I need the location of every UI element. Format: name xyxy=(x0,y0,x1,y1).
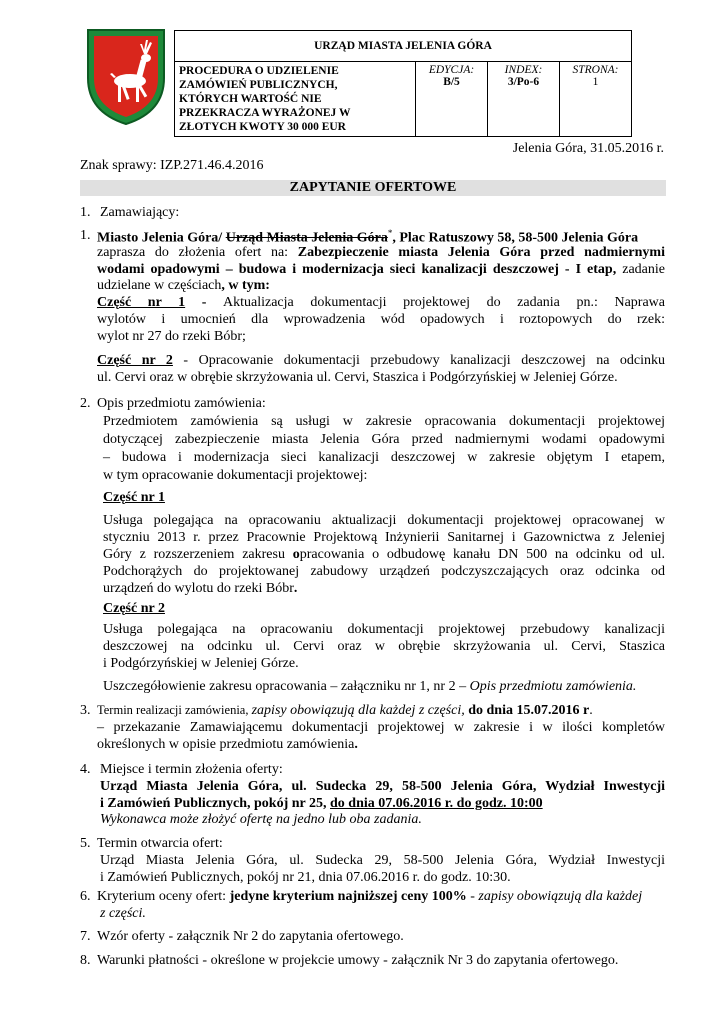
case-number: Znak sprawy: IZP.271.46.4.2016 xyxy=(80,158,264,173)
s5-heading: Termin otwarcia ofert: xyxy=(97,836,223,851)
s1-line4: udzielane w częściach, w tym: xyxy=(97,278,270,293)
s6-num: 6. xyxy=(80,889,91,904)
part2-line1: Część nr 2 - Opracowanie dokumentacji przebudowy kanalizacji deszczowej na odcinku xyxy=(97,353,666,368)
s6-line2: z części. xyxy=(100,906,146,921)
s5-num: 5. xyxy=(80,836,91,851)
s3-line1: Termin realizacji zamówienia, zapisy obowiązują dla każdej z części, do dnia 15.07.2016 r. xyxy=(97,703,593,718)
s4-line1: Urząd Miasta Jelenia Góra, ul. Sudecka 29, 58-500 Jelenia Góra, Wydział Inwestycji xyxy=(100,779,665,794)
index-cell: INDEX: 3/Po-6 xyxy=(488,62,560,137)
s8-num: 8. xyxy=(80,953,91,968)
s2-line3: – budowa i modernizacja sieci kanalizacji deszczowej w zakresie objętym I etapem, xyxy=(103,450,665,465)
s7-num: 7. xyxy=(80,929,91,944)
s2-num: 2. xyxy=(80,396,91,411)
s6-line1: Kryterium oceny ofert: jedyne kryterium najniższej ceny 100% - zapisy obowiązują dla każdej xyxy=(97,889,643,904)
s4-line2: i Zamówień Publicznych, pokój nr 25, do dnia 07.06.2016 r. do godz. 10:00 xyxy=(100,796,543,811)
s1-num-b: 1. xyxy=(80,228,91,243)
s8-text: Warunki płatności - określone w projekcie umowy - załącznik Nr 3 do zapytania ofertowego. xyxy=(97,953,619,968)
s2-line1: Przedmiotem zamówienia są usługi w zakresie opracowania dokumentacji projektowej xyxy=(103,414,665,429)
coat-of-arms xyxy=(84,26,168,126)
s2-part2-line2: deszczowej na odcinku ul. Cervi oraz w obrębie skrzyżowania ul. Cervi, Staszica xyxy=(103,639,665,654)
s5-line1: Urząd Miasta Jelenia Góra, ul. Sudecka 29, 58-500 Jelenia Góra, Wydział Inwestycji xyxy=(100,853,665,868)
s1-num-a: 1. xyxy=(80,205,91,220)
s2-part2-line3: i Podgórzyńskiej w Jeleniej Górze. xyxy=(103,656,299,671)
s1-line3: wodami opadowymi – budowa i modernizacja sieci kanalizacji deszczowej - I etap, zadanie xyxy=(97,262,665,277)
s2-heading: Opis przedmiotu zamówienia: xyxy=(97,396,266,411)
s2-part1-line1: Usługa polegająca na opracowaniu aktualizacji dokumentacji projektowej opracowanej w xyxy=(103,513,665,528)
s2-part2-label: Część nr 2 xyxy=(103,601,165,616)
s4-line3: Wykonawca może złożyć ofertę na jedno lub oba zadania. xyxy=(100,812,422,827)
s3-num: 3. xyxy=(80,703,91,718)
s2-part1-line5: urządzeń do wylotu do rzeki Bóbr. xyxy=(103,581,298,596)
part1-line2: wylotów i umocnień dla wprowadzenia wód opadowych i roztopowych do rzek: xyxy=(97,312,665,327)
s1-entity-line: Miasto Jelenia Góra/ Urząd Miasta Jelenia Góra*, Plac Ratuszowy 58, 58-500 Jelenia Góra xyxy=(97,228,639,246)
s1-heading: Zamawiający: xyxy=(100,205,180,220)
s7-text: Wzór oferty - załącznik Nr 2 do zapytania ofertowego. xyxy=(97,929,404,944)
place-date: Jelenia Góra, 31.05.2016 r. xyxy=(512,141,664,156)
page-cell: STRONA: 1 xyxy=(559,62,631,137)
s4-heading: Miejsce i termin złożenia oferty: xyxy=(100,762,283,777)
s2-line2: dotyczącej zabezpieczenie miasta Jelenia Góra przed nadmiernymi wodami opadowymi xyxy=(103,432,665,447)
s5-line2: i Zamówień Publicznych, pokój nr 21, dnia 07.06.2016 r. do godz. 10:30. xyxy=(100,870,511,885)
s1-line2: zaprasza do złożenia ofert na: Zabezpieczenie miasta Jelenia Góra przed nadmiernymi xyxy=(97,245,665,260)
part1-line1: Część nr 1 - Aktualizacja dokumentacji projektowej do zadania pn.: Naprawa xyxy=(97,295,665,310)
header-table xyxy=(174,30,632,137)
s2-part1-line4: Podchorążych do projektowanej zabudowy urządzeń podczyszczających oraz odcinka od xyxy=(103,564,665,579)
part1-line3: wylot nr 27 do rzeki Bóbr; xyxy=(97,329,246,344)
s2-part1-label: Część nr 1 xyxy=(103,490,165,505)
s2-line4: w tym opracowanie dokumentacji projektowej: xyxy=(103,468,368,483)
part2-line2: ul. Cervi oraz w obrębie skrzyżowania ul. Cervi, Staszica i Podgórzyńskiej w Jeleniej Górze. xyxy=(97,370,618,385)
s3-line2: – przekazanie Zamawiającemu dokumentacji projektowej w zakresie i w ilości kompletów xyxy=(97,720,665,735)
s2-part2-line1: Usługa polegająca na opracowaniu dokumentacji projektowej przebudowy kanalizacji xyxy=(103,622,665,637)
s4-num: 4. xyxy=(80,762,91,777)
s3-line3: określonych w opisie przedmiotu zamówienia. xyxy=(97,737,358,752)
procedure-title: PROCEDURA O UDZIELENIE ZAMÓWIEŃ PUBLICZNYCH, KTÓRYCH WARTOŚĆ NIE PRZEKRACZA WYRAŻONEJ W ZŁOTYCH KWOTY 30 000 EUR xyxy=(175,62,416,137)
s2-detail-line: Uszczegółowienie zakresu opracowania – załączniku nr 1, nr 2 – Opis przedmiotu zamówienia. xyxy=(103,679,637,694)
office-name: URZĄD MIASTA JELENIA GÓRA xyxy=(175,31,632,62)
edition-cell: EDYCJA: B/5 xyxy=(416,62,488,137)
s2-part1-line3: Góry z rozszerzeniem zakresu opracowania o odbudowę kanału DN 500 na odcinku od ul. xyxy=(103,547,666,562)
s2-part1-line2: styczniu 2013 r. przez Pracownie Projektową Inżynierii Sanitarnej i Gazownictwa z Jeleniej xyxy=(103,530,665,545)
document-title: ZAPYTANIE OFERTOWE xyxy=(80,180,666,196)
